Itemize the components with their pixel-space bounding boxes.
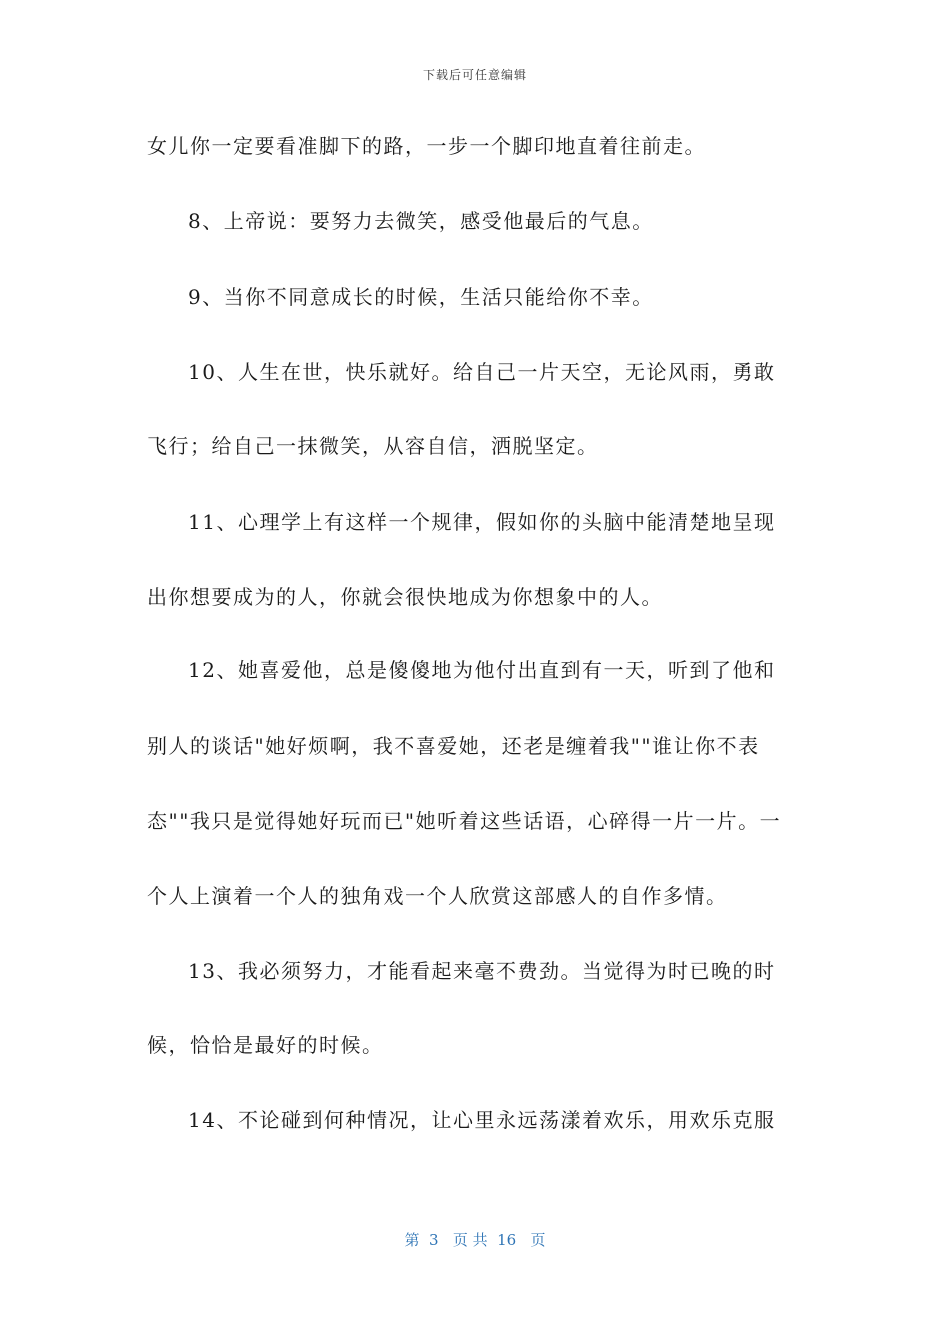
paragraph-line: 女儿你一定要看准脚下的路，一步一个脚印地直着往前走。 [147, 134, 706, 158]
paragraph-line: 14、不论碰到何种情况，让心里永远荡漾着欢乐，用欢乐克服 [188, 1108, 776, 1132]
paragraph-line: 飞行；给自己一抹微笑，从容自信，洒脱坚定。 [147, 434, 599, 458]
paragraph-line: 9、当你不同意成长的时候，生活只能给你不幸。 [188, 285, 654, 309]
paragraph-line: 8、上帝说：要努力去微笑，感受他最后的气息。 [188, 209, 654, 233]
paragraph-line: 出你想要成为的人，你就会很快地成为你想象中的人。 [147, 585, 663, 609]
paragraph-line: 态""我只是觉得她好玩而已"她听着这些话语，心碎得一片一片。一 [147, 809, 782, 833]
paragraph-line: 候，恰恰是最好的时候。 [147, 1033, 384, 1057]
page-number-footer: 第 3 页 共 16 页 [404, 1231, 546, 1249]
paragraph-line: 个人上演着一个人的独角戏一个人欣赏这部感人的自作多情。 [147, 884, 728, 908]
paragraph-line: 11、心理学上有这样一个规律，假如你的头脑中能清楚地呈现 [188, 510, 776, 534]
paragraph-line: 别人的谈话"她好烦啊，我不喜爱她，还老是缠着我""谁让你不表 [147, 734, 760, 758]
paragraph-line: 10、人生在世，快乐就好。给自己一片天空，无论风雨，勇敢 [188, 360, 776, 384]
paragraph-line: 13、我必须努力，才能看起来毫不费劲。当觉得为时已晚的时 [188, 959, 776, 983]
header-note: 下载后可任意编辑 [422, 68, 527, 82]
paragraph-line: 12、她喜爱他，总是傻傻地为他付出直到有一天，听到了他和 [188, 658, 776, 682]
